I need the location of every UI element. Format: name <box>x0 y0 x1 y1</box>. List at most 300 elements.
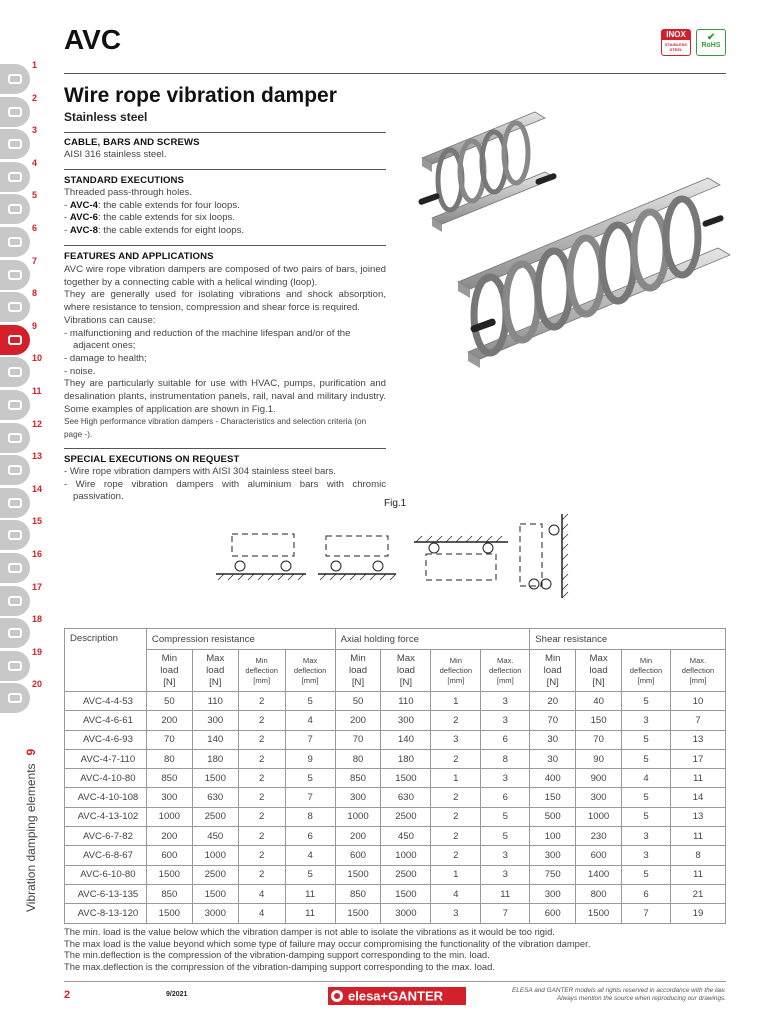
section-body-standard <box>64 187 386 238</box>
table-cell: 4 <box>622 769 671 788</box>
table-cell: 7 <box>622 904 671 923</box>
table-cell: 5 <box>622 692 671 711</box>
table-cell: 450 <box>381 827 431 846</box>
table-cell: 600 <box>146 846 192 865</box>
table-cell: 2 <box>238 827 285 846</box>
table-cell: 600 <box>530 904 576 923</box>
logo-text: elesa+GANTER <box>348 988 444 1004</box>
table-cell: 1500 <box>146 865 192 884</box>
section-divider <box>64 132 386 133</box>
category-tab-4[interactable] <box>0 162 30 192</box>
section-body-features <box>64 264 386 442</box>
table-subheader: Max deflection [mm] <box>285 650 335 692</box>
table-cell: 5 <box>285 692 335 711</box>
table-cell: 140 <box>192 730 238 749</box>
section-heading-special: SPECIAL EXECUTIONS ON REQUEST <box>64 454 240 465</box>
table-row <box>65 846 726 865</box>
table-cell: 1500 <box>335 865 381 884</box>
table-row <box>65 827 726 846</box>
table-cell: 1500 <box>381 769 431 788</box>
table-cell: 7 <box>481 904 530 923</box>
table-subheader: Min deflection [mm] <box>622 650 671 692</box>
category-icon <box>8 596 22 606</box>
section-side-label <box>24 749 38 912</box>
section-side-label-text: Vibration damping elements <box>24 763 38 912</box>
table-cell: 2 <box>238 865 285 884</box>
table-cell: 4 <box>238 884 285 903</box>
table-cell: 50 <box>335 692 381 711</box>
table-subheader: Max load [N] <box>381 650 431 692</box>
category-icon <box>8 661 22 671</box>
table-cell: 21 <box>670 884 725 903</box>
table-cell: 5 <box>622 749 671 768</box>
table-cell: 900 <box>576 769 622 788</box>
table-cell: 2 <box>238 846 285 865</box>
category-tab-17[interactable] <box>0 586 30 616</box>
table-header-axial: Axial holding force <box>335 629 530 650</box>
table-cell: 2 <box>431 788 481 807</box>
table-notes <box>64 926 726 972</box>
category-tab-number: 11 <box>32 386 42 396</box>
table-cell: 300 <box>576 788 622 807</box>
table-cell: 300 <box>192 711 238 730</box>
table-cell: 1 <box>431 769 481 788</box>
damper-small-image <box>418 112 558 232</box>
table-cell: 5 <box>285 769 335 788</box>
table-cell: 5 <box>622 807 671 826</box>
table-cell-code: AVC-4-6-61 <box>65 711 147 730</box>
table-cell: 5 <box>622 788 671 807</box>
category-tab-number: 10 <box>32 353 43 364</box>
footer-divider <box>64 981 726 982</box>
table-cell: 150 <box>530 788 576 807</box>
table-cell: 850 <box>335 769 381 788</box>
inox-badge-sub: STAINLESS STEEL <box>664 42 688 52</box>
header-divider <box>64 73 726 74</box>
table-cell: 200 <box>335 711 381 730</box>
table-cell-code: AVC-6-7-82 <box>65 827 147 846</box>
table-cell: 5 <box>481 827 530 846</box>
table-cell-code: AVC-6-13-135 <box>65 884 147 903</box>
category-icon <box>8 530 22 540</box>
application-figure <box>212 512 578 602</box>
list-item: - noise. <box>64 365 96 377</box>
table-cell: 500 <box>530 807 576 826</box>
category-icon <box>8 433 22 443</box>
table-cell: 3 <box>481 692 530 711</box>
category-tab-number: 18 <box>32 614 43 625</box>
table-cell: 2 <box>431 749 481 768</box>
table-cell: 7 <box>285 730 335 749</box>
table-cell: 1000 <box>335 807 381 826</box>
table-cell: 2500 <box>192 865 238 884</box>
table-cell: 800 <box>576 884 622 903</box>
table-cell: 230 <box>576 827 622 846</box>
features-paragraph: Vibrations can cause: <box>64 314 156 326</box>
category-tab-number: 17 <box>32 581 43 592</box>
section-heading-standard: STANDARD EXECUTIONS <box>64 175 185 186</box>
category-icon <box>8 628 22 638</box>
table-cell: 1400 <box>576 865 622 884</box>
table-subheader: Min deflection [mm] <box>238 650 285 692</box>
list-item: - AVC-8: the cable extends for eight loops. <box>64 225 245 237</box>
check-icon: ✔ <box>707 32 716 43</box>
table-cell: 200 <box>146 827 192 846</box>
table-cell: 850 <box>146 884 192 903</box>
category-tab-number: 6 <box>32 223 38 233</box>
table-header-compression: Compression resistance <box>146 629 335 650</box>
table-cell: 40 <box>576 692 622 711</box>
note-line: The max load is the value beyond which some type of failure may occur compromising the functionality of the vibration damper. <box>64 937 591 949</box>
table-cell-code: AVC-8-13-120 <box>65 904 147 923</box>
table-subheader: Min deflection [mm] <box>431 650 481 692</box>
table-row <box>65 769 726 788</box>
category-tab-strip <box>0 60 43 716</box>
table-subheader: Max load [N] <box>192 650 238 692</box>
table-cell: 3 <box>431 730 481 749</box>
category-icon <box>8 237 22 247</box>
table-cell: 70 <box>146 730 192 749</box>
table-cell: 3 <box>431 904 481 923</box>
edition-date: 9/2021 <box>166 991 188 998</box>
note-line: The max.deflection is the compression of the vibration-damping support corresponding to the max. load. <box>64 960 495 972</box>
table-cell: 180 <box>381 749 431 768</box>
table-cell: 1500 <box>381 884 431 903</box>
table-cell: 5 <box>622 730 671 749</box>
table-cell: 13 <box>670 807 725 826</box>
standard-intro: Threaded pass-through holes. <box>64 187 192 198</box>
table-cell: 5 <box>622 865 671 884</box>
category-tab-3[interactable] <box>0 129 30 159</box>
table-cell: 1000 <box>381 846 431 865</box>
category-tab-number: 5 <box>32 190 38 201</box>
table-cell: 8 <box>481 749 530 768</box>
section-divider <box>64 169 386 170</box>
table-cell-code: AVC-4-10-108 <box>65 788 147 807</box>
table-row <box>65 884 726 903</box>
category-tab-number: 13 <box>32 451 43 462</box>
category-icon <box>8 693 22 703</box>
table-cell: 11 <box>481 884 530 903</box>
table-cell: 300 <box>530 884 576 903</box>
table-cell: 6 <box>481 788 530 807</box>
table-cell: 630 <box>381 788 431 807</box>
features-paragraph: They are generally used for isolating vibrations and shock absorption, where resistance to tension, compression and shear force is required. <box>64 289 386 314</box>
category-tab-number: 1 <box>32 60 38 70</box>
figure-damper-symbol <box>281 561 291 571</box>
note-line: The min. load is the value below which the vibration damper is not able to isolate the vibrations as it would be too rigid. <box>64 926 555 937</box>
table-cell: 1500 <box>192 769 238 788</box>
category-icon <box>8 563 22 573</box>
list-item: - Wire rope vibration dampers with AISI 304 stainless steel bars. <box>64 466 336 477</box>
table-cell: 50 <box>146 692 192 711</box>
table-cell: 5 <box>481 807 530 826</box>
page-code: AVC <box>64 24 122 55</box>
table-cell: 1500 <box>335 904 381 923</box>
rohs-badge <box>696 29 726 56</box>
table-cell: 7 <box>285 788 335 807</box>
table-cell: 300 <box>381 711 431 730</box>
table-cell: 630 <box>192 788 238 807</box>
table-cell: 6 <box>481 730 530 749</box>
category-tab-number: 15 <box>32 516 43 527</box>
category-tab-9[interactable] <box>0 325 30 355</box>
table-cell: 3 <box>622 827 671 846</box>
copyright-line: ELESA and GANTER models all rights reserved in accordance with the law. <box>512 987 726 994</box>
category-icon <box>8 107 22 117</box>
table-cell: 1500 <box>146 904 192 923</box>
category-tab-number: 7 <box>32 255 38 266</box>
figure-label: Fig.1 <box>384 498 407 509</box>
table-cell: 11 <box>285 884 335 903</box>
category-icon <box>8 400 22 410</box>
category-tab-20[interactable] <box>0 683 30 713</box>
table-subheader: Max. deflection [mm] <box>481 650 530 692</box>
table-cell: 1000 <box>192 846 238 865</box>
section-text-cable: AISI 316 stainless steel. <box>64 149 167 160</box>
table-row <box>65 904 726 923</box>
table-cell: 11 <box>670 865 725 884</box>
table-subheader: Min load [N] <box>146 650 192 692</box>
category-tab-11[interactable] <box>0 390 30 420</box>
table-cell: 1500 <box>576 904 622 923</box>
table-subheader: Min load [N] <box>335 650 381 692</box>
table-cell: 2 <box>238 730 285 749</box>
table-cell: 3 <box>481 711 530 730</box>
table-cell: 70 <box>335 730 381 749</box>
category-tab-10[interactable] <box>0 357 30 387</box>
table-cell-code: AVC-4-4-53 <box>65 692 147 711</box>
table-cell: 6 <box>285 827 335 846</box>
table-cell: 80 <box>335 749 381 768</box>
table-cell: 11 <box>670 769 725 788</box>
category-icon <box>8 74 22 84</box>
table-cell-code: AVC-6-8-67 <box>65 846 147 865</box>
table-cell: 450 <box>192 827 238 846</box>
table-cell: 2 <box>238 692 285 711</box>
table-cell: 300 <box>146 788 192 807</box>
features-reference: See High performance vibration dampers - Characteristics and selection criteria (on page -). <box>64 417 367 440</box>
table-cell: 3 <box>481 846 530 865</box>
category-icon <box>8 204 22 214</box>
table-cell: 2 <box>238 788 285 807</box>
table-cell: 2 <box>238 769 285 788</box>
category-tab-15[interactable] <box>0 520 30 550</box>
table-header-description: Description <box>65 629 147 692</box>
category-tab-number: 14 <box>32 483 43 494</box>
figure-damper-symbol <box>235 561 245 571</box>
table-cell: 2500 <box>381 865 431 884</box>
features-paragraph: AVC wire rope vibration dampers are composed of two pairs of bars, joined together by a connecting cable with a helical winding (loop). <box>64 264 386 288</box>
figure-load-outline <box>232 534 294 556</box>
table-cell: 11 <box>670 827 725 846</box>
table-cell: 5 <box>285 865 335 884</box>
table-cell: 200 <box>335 827 381 846</box>
category-tab-number: 3 <box>32 125 38 136</box>
category-icon <box>8 270 22 280</box>
table-cell: 2 <box>431 846 481 865</box>
table-cell: 4 <box>285 711 335 730</box>
section-side-label-number: 9 <box>24 748 38 756</box>
table-cell-code: AVC-6-10-80 <box>65 865 147 884</box>
section-heading-cable: CABLE, BARS AND SCREWS <box>64 137 200 148</box>
table-header-shear: Shear resistance <box>530 629 726 650</box>
damper-large-image <box>458 178 730 368</box>
table-cell: 150 <box>576 711 622 730</box>
table-cell: 19 <box>670 904 725 923</box>
table-cell: 600 <box>335 846 381 865</box>
table-cell: 300 <box>530 846 576 865</box>
category-tab-number: 16 <box>32 549 43 559</box>
table-cell: 2 <box>431 827 481 846</box>
table-cell: 30 <box>530 730 576 749</box>
category-tab-14[interactable] <box>0 488 30 518</box>
list-item: - malfunctioning and reduction of the machine lifespan and/or of the adjacent ones; <box>64 327 351 352</box>
table-cell: 1500 <box>192 884 238 903</box>
table-subheader: Max. deflection [mm] <box>670 650 725 692</box>
table-cell: 110 <box>381 692 431 711</box>
category-tab-6[interactable] <box>0 227 30 257</box>
features-paragraph: They are particularly suitable for use with HVAC, pumps, purification and desalination plants, instrumentation panels, rail, naval and military industry. Some examples of application are shown in Fig.1. <box>64 378 386 415</box>
table-row <box>65 692 726 711</box>
category-tab-number: 2 <box>32 92 38 103</box>
table-cell: 140 <box>381 730 431 749</box>
table-cell: 30 <box>530 749 576 768</box>
table-cell: 200 <box>146 711 192 730</box>
category-tab-number: 12 <box>32 418 43 429</box>
table-cell: 2 <box>238 749 285 768</box>
category-icon <box>8 139 22 149</box>
table-cell: 1000 <box>576 807 622 826</box>
table-subheader: Min load [N] <box>530 650 576 692</box>
table-cell: 3000 <box>192 904 238 923</box>
table-cell: 400 <box>530 769 576 788</box>
category-tab-2[interactable] <box>0 97 30 127</box>
category-icon <box>8 367 22 377</box>
table-row <box>65 711 726 730</box>
list-item: - damage to health; <box>64 352 147 364</box>
category-icon <box>8 172 22 182</box>
table-cell: 4 <box>238 904 285 923</box>
category-tab-number: 9 <box>32 320 38 331</box>
inox-badge <box>661 29 691 56</box>
category-icon <box>8 335 22 345</box>
category-tab-5[interactable] <box>0 194 30 224</box>
rohs-badge-label: RoHS <box>701 42 721 49</box>
table-cell: 4 <box>285 846 335 865</box>
table-cell: 750 <box>530 865 576 884</box>
table-cell: 7 <box>670 711 725 730</box>
category-tab-1[interactable] <box>0 64 30 94</box>
table-cell: 14 <box>670 788 725 807</box>
note-line: The min.deflection is the compression of the vibration-damping support corresponding to the min. load. <box>64 949 490 961</box>
page-title: Wire rope vibration damper <box>64 84 337 107</box>
list-item: - AVC-4: the cable extends for four loops. <box>64 199 240 211</box>
table-cell: 600 <box>576 846 622 865</box>
table-cell: 100 <box>530 827 576 846</box>
table-row <box>65 788 726 807</box>
table-cell-code: AVC-4-7-110 <box>65 749 147 768</box>
table-cell: 20 <box>530 692 576 711</box>
table-cell: 1000 <box>146 807 192 826</box>
table-cell: 1 <box>431 692 481 711</box>
elesa-ganter-logo <box>328 987 466 1005</box>
table-cell: 8 <box>670 846 725 865</box>
category-tab-number: 8 <box>32 288 38 299</box>
table-cell: 1 <box>431 865 481 884</box>
category-icon <box>8 465 22 475</box>
product-image <box>410 100 730 380</box>
table-cell: 2 <box>238 711 285 730</box>
category-tab-13[interactable] <box>0 455 30 485</box>
list-item: - Wire rope vibration dampers with aluminium bars with chromic passivation. <box>64 478 386 503</box>
table-cell: 6 <box>622 884 671 903</box>
table-cell: 80 <box>146 749 192 768</box>
table-cell: 3 <box>481 769 530 788</box>
table-cell-code: AVC-4-10-80 <box>65 769 147 788</box>
spec-table <box>64 628 726 924</box>
table-cell: 90 <box>576 749 622 768</box>
inox-badge-label: INOX <box>662 30 690 40</box>
table-cell: 110 <box>192 692 238 711</box>
section-divider <box>64 448 386 449</box>
section-divider <box>64 245 386 246</box>
table-cell: 180 <box>192 749 238 768</box>
table-cell: 8 <box>285 807 335 826</box>
table-cell: 2 <box>238 807 285 826</box>
table-cell: 11 <box>285 904 335 923</box>
table-cell: 2500 <box>192 807 238 826</box>
table-cell: 850 <box>146 769 192 788</box>
category-tab-7[interactable] <box>0 260 30 290</box>
table-cell: 3 <box>481 865 530 884</box>
table-cell: 4 <box>431 884 481 903</box>
table-cell: 2 <box>431 807 481 826</box>
category-tab-number: 20 <box>32 679 43 690</box>
table-cell: 70 <box>576 730 622 749</box>
page-number: 2 <box>64 989 71 1001</box>
section-body-special <box>64 466 386 504</box>
category-tab-12[interactable] <box>0 423 30 453</box>
category-tab-18[interactable] <box>0 618 30 648</box>
table-cell: 2 <box>431 711 481 730</box>
table-cell: 300 <box>335 788 381 807</box>
category-tab-number: 19 <box>32 646 43 657</box>
category-tab-number: 4 <box>32 157 38 168</box>
category-icon <box>8 302 22 312</box>
copyright-line: Always mention the source when reproducing our drawings. <box>556 995 726 1003</box>
table-cell: 850 <box>335 884 381 903</box>
section-heading-features: FEATURES AND APPLICATIONS <box>64 251 214 262</box>
category-tab-19[interactable] <box>0 651 30 681</box>
table-cell: 17 <box>670 749 725 768</box>
table-cell-code: AVC-4-6-93 <box>65 730 147 749</box>
category-icon <box>8 498 22 508</box>
table-cell: 3000 <box>381 904 431 923</box>
table-cell: 3 <box>622 711 671 730</box>
table-cell: 13 <box>670 730 725 749</box>
table-cell: 2500 <box>381 807 431 826</box>
table-row <box>65 749 726 768</box>
category-tab-8[interactable] <box>0 292 30 322</box>
page-subtitle: Stainless steel <box>64 110 148 124</box>
table-cell: 3 <box>622 846 671 865</box>
table-cell: 9 <box>285 749 335 768</box>
table-subheader: Max load [N] <box>576 650 622 692</box>
list-item: - AVC-6: the cable extends for six loops. <box>64 212 236 224</box>
category-tab-16[interactable] <box>0 553 30 583</box>
table-row <box>65 807 726 826</box>
